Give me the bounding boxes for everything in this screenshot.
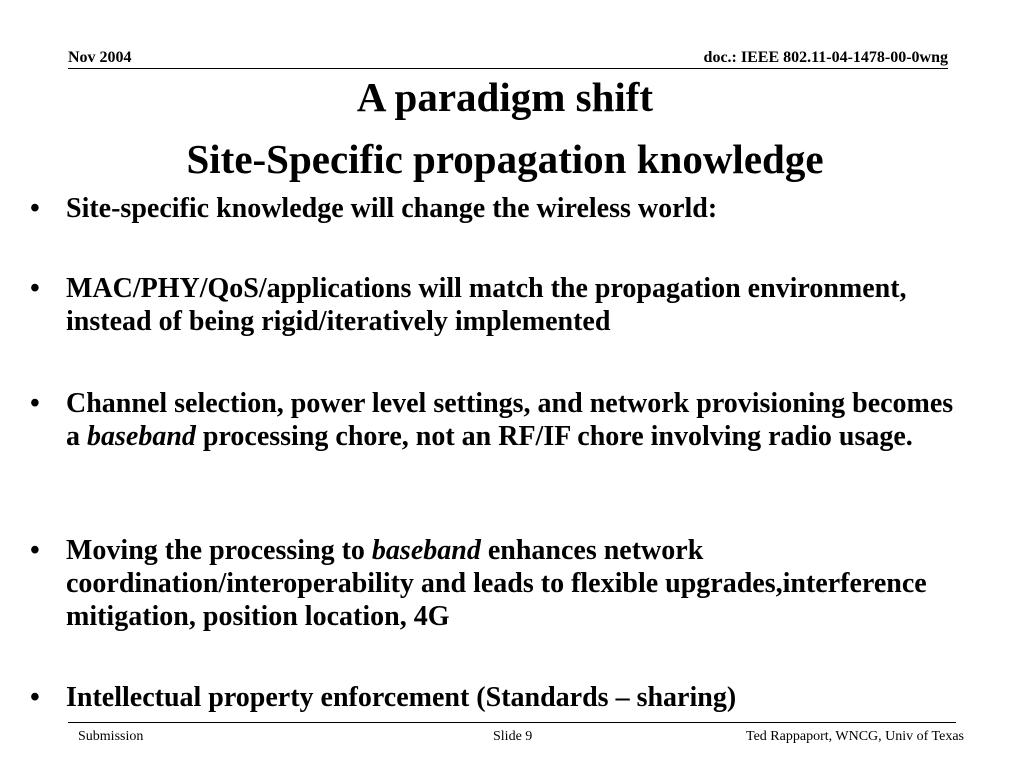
slide-title-line-2: Site-Specific propagation knowledge xyxy=(186,136,824,182)
bullet-text-2: MAC/PHY/QoS/applications will match the propagation environment, instead of being rigid/iteratively implemented xyxy=(66,273,907,337)
slide-title-line-1: A paradigm shift xyxy=(356,74,654,120)
bullet-marker-2: • xyxy=(30,273,40,304)
bullet-text-1: Site-specific knowledge will change the wireless world: xyxy=(66,193,718,224)
footer-slide-number: Slide 9 xyxy=(493,729,533,744)
bullet-text-4 xyxy=(66,534,956,633)
bullet-text-4-part-2: enhances network coordination/interoperability and leads to flexible upgrades,interference mitigation, position location, 4G xyxy=(66,535,927,632)
bullet-marker-4: • xyxy=(30,535,40,566)
bullet-marker-1: • xyxy=(30,193,40,224)
footer-author: Ted Rappaport, WNCG, Univ of Texas xyxy=(746,729,964,744)
bullet-marker-3: • xyxy=(30,388,40,419)
bullet-marker-5: • xyxy=(30,682,40,713)
header-date: Nov 2004 xyxy=(68,49,132,66)
bullet-text-3-part-1: Channel selection, power level settings, and network provisioning becomes a xyxy=(66,388,954,452)
footer-submission: Submission xyxy=(78,729,144,744)
header-divider xyxy=(68,68,948,69)
bullet-text-3-part-2: processing chore, not an RF/IF chore involving radio usage. xyxy=(195,421,913,452)
bullet-text-4-emphasis: baseband xyxy=(371,535,481,566)
bullet-text-4-part-1: Moving the processing to xyxy=(66,535,372,566)
bullet-text-3-emphasis: baseband xyxy=(87,421,196,452)
footer-divider xyxy=(68,722,956,723)
header-doc-id: doc.: IEEE 802.11-04-1478-00-0wng xyxy=(703,49,948,66)
bullet-text-5: Intellectual property enforcement (Standards – sharing) xyxy=(66,682,737,713)
bullet-text-3 xyxy=(66,387,956,453)
